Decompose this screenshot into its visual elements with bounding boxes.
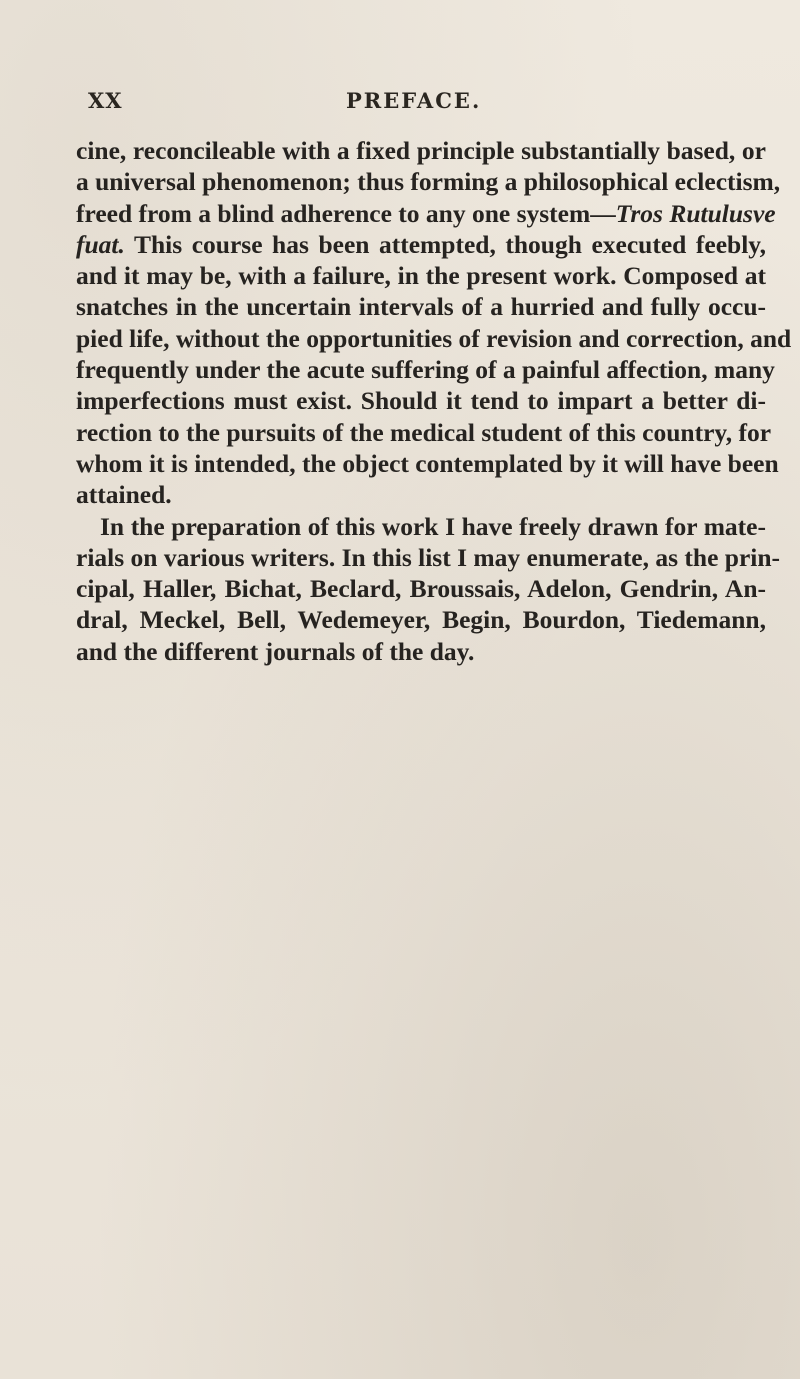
text-line: cipal, Haller, Bichat, Beclard, Broussais, Adelon, Gendrin, An- — [76, 574, 766, 604]
running-head: PREFACE. — [346, 88, 482, 113]
text-line: imperfections must exist. Should it tend to impart a better di- — [76, 386, 766, 416]
paragraph-1 — [76, 135, 792, 511]
text-span: freed from a blind adherence to any one system— — [76, 198, 616, 228]
text-line: In the preparation of this work I have freely drawn for mate- — [100, 511, 766, 541]
text-line: and it may be, with a failure, in the present work. Composed at — [76, 261, 766, 291]
text-line: and the different journals of the day. — [76, 636, 475, 666]
paragraph-2 — [76, 511, 781, 667]
text-line: attained. — [76, 480, 172, 510]
latin-quote: Tros Rutulusve — [615, 198, 776, 228]
text-line: whom it is intended, the object contemplated by it will have been — [76, 448, 779, 478]
text-line — [76, 229, 766, 260]
text-span: This course has been attempted, though executed feebly, — [124, 229, 766, 259]
text-line: cine, reconcileable with a fixed principle substantially based, or — [76, 136, 766, 165]
page-number: XX — [88, 88, 123, 113]
text-line: rection to the pursuits of the medical student of this country, for — [76, 417, 772, 447]
text-line: rials on various writers. In this list I may enumerate, as the prin- — [76, 542, 781, 572]
text-line: pied life, without the opportunities of revision and correction, and — [76, 323, 792, 353]
page-header — [88, 88, 740, 118]
text-line: frequently under the acute suffering of a painful affection, many — [76, 355, 775, 385]
text-line: a universal phenomenon; thus forming a philosophical eclectism, — [76, 167, 781, 197]
text-line: dral, Meckel, Bell, Wedemeyer, Begin, Bourdon, Tiedemann, — [76, 605, 766, 635]
body-text — [76, 135, 792, 667]
text-line — [76, 198, 776, 229]
latin-quote-end: fuat. — [76, 229, 125, 259]
text-line: snatches in the uncertain intervals of a hurried and fully occu- — [76, 292, 766, 322]
